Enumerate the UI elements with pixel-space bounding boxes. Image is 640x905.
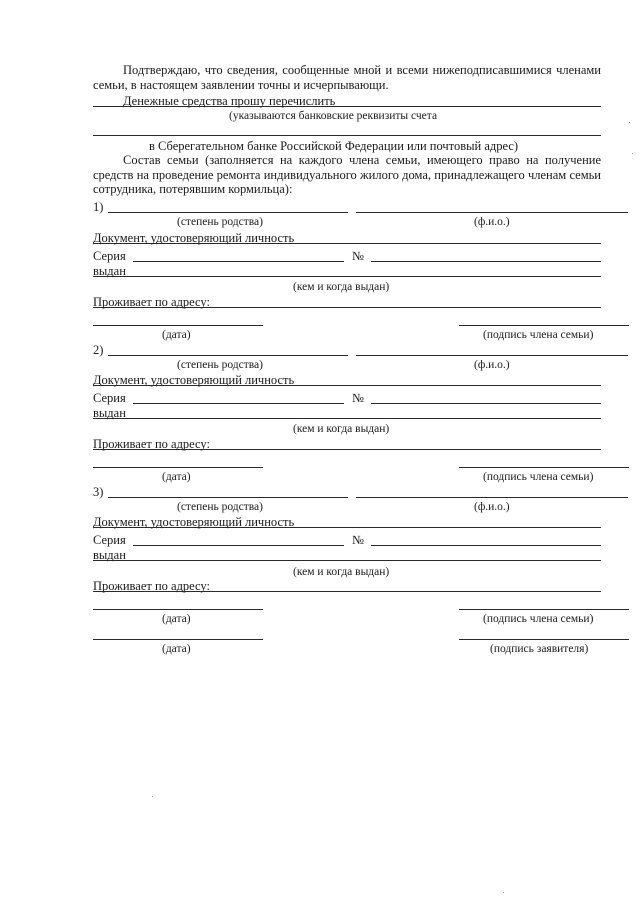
applicant-signature-hint: (подпись заявителя) <box>490 643 589 655</box>
number-sign: № <box>352 249 364 263</box>
signature-hint: (подпись члена семьи) <box>483 471 594 483</box>
issued-hint: (кем и когда выдан) <box>293 566 390 578</box>
signature-field[interactable] <box>459 467 629 468</box>
date-hint: (дата) <box>162 471 191 483</box>
issued-field[interactable] <box>93 418 601 419</box>
address-field[interactable] <box>93 449 601 450</box>
identity-document-field[interactable] <box>93 385 601 386</box>
document-number-field[interactable] <box>371 403 601 404</box>
date-field[interactable] <box>93 609 263 610</box>
number-sign: № <box>352 533 364 547</box>
document-number-field[interactable] <box>371 545 601 546</box>
fio-hint: (ф.и.о.) <box>474 359 510 371</box>
relation-hint: (степень родства) <box>177 216 263 228</box>
issued-label: выдан <box>93 406 126 420</box>
series-field[interactable] <box>133 261 344 262</box>
bank-details-hint: (указываются банковские реквизиты счета <box>229 110 438 122</box>
member-number: 2) <box>93 343 104 357</box>
signature-field[interactable] <box>459 325 629 326</box>
money-transfer-label: Денежные средства прошу перечислить <box>123 94 336 108</box>
relation-field[interactable] <box>108 497 348 498</box>
date-field[interactable] <box>93 325 263 326</box>
applicant-date-field[interactable] <box>93 639 263 640</box>
fio-field[interactable] <box>356 212 628 213</box>
address-field[interactable] <box>93 591 601 592</box>
issued-field[interactable] <box>93 560 601 561</box>
date-hint: (дата) <box>162 329 191 341</box>
number-sign: № <box>352 391 364 405</box>
relation-field[interactable] <box>108 355 348 356</box>
scan-speck <box>629 122 630 123</box>
relation-hint: (степень родства) <box>177 359 263 371</box>
fio-hint: (ф.и.о.) <box>474 216 510 228</box>
scan-speck <box>632 153 633 154</box>
identity-document-label: Документ, удостоверяющий личность <box>93 373 295 387</box>
applicant-signature-field[interactable] <box>459 639 629 640</box>
money-transfer-line[interactable] <box>93 106 601 107</box>
relation-field[interactable] <box>108 212 348 213</box>
identity-document-field[interactable] <box>93 243 601 244</box>
scan-speck <box>503 892 504 893</box>
scan-speck <box>152 796 153 797</box>
member-number: 1) <box>93 200 104 214</box>
address-label: Проживает по адресу: <box>93 579 210 593</box>
signature-hint: (подпись члена семьи) <box>483 329 594 341</box>
date-field[interactable] <box>93 467 263 468</box>
fio-field[interactable] <box>356 497 628 498</box>
family-composition-paragraph <box>93 153 601 197</box>
confirmation-paragraph <box>93 63 601 92</box>
address-label: Проживает по адресу: <box>93 437 210 451</box>
fio-hint: (ф.и.о.) <box>474 501 510 513</box>
bank-details-line[interactable] <box>93 135 601 136</box>
series-label: Серия <box>93 391 126 405</box>
issued-label: выдан <box>93 548 126 562</box>
issued-field[interactable] <box>93 276 601 277</box>
document-number-field[interactable] <box>371 261 601 262</box>
series-field[interactable] <box>133 545 344 546</box>
identity-document-label: Документ, удостоверяющий личность <box>93 231 295 245</box>
relation-hint: (степень родства) <box>177 501 263 513</box>
applicant-date-hint: (дата) <box>162 643 191 655</box>
series-label: Серия <box>93 249 126 263</box>
family-composition-text: Состав семьи (заполняется на каждого члена семьи, имеющего право на получение средств на проведение ремонта индивидуального жилого дома, принадлежащего членам семьи сотрудника, потерявшим кормильца): <box>93 153 601 196</box>
confirmation-text: Подтверждаю, что сведения, сообщенные мной и всеми нижеподписавшимися членами семьи, в настоящем заявлении точны и исчерпывающи. <box>93 63 601 92</box>
issued-label: выдан <box>93 264 126 278</box>
date-hint: (дата) <box>162 613 191 625</box>
signature-field[interactable] <box>459 609 629 610</box>
address-label: Проживает по адресу: <box>93 295 210 309</box>
signature-hint: (подпись члена семьи) <box>483 613 594 625</box>
identity-document-label: Документ, удостоверяющий личность <box>93 515 295 529</box>
identity-document-field[interactable] <box>93 527 601 528</box>
bank-details-hint-2: в Сберегательном банке Российской Федерации или почтовый адрес) <box>149 139 519 153</box>
member-number: 3) <box>93 485 104 499</box>
series-field[interactable] <box>133 403 344 404</box>
address-field[interactable] <box>93 307 601 308</box>
issued-hint: (кем и когда выдан) <box>293 423 390 435</box>
issued-hint: (кем и когда выдан) <box>293 281 390 293</box>
series-label: Серия <box>93 533 126 547</box>
fio-field[interactable] <box>356 355 628 356</box>
